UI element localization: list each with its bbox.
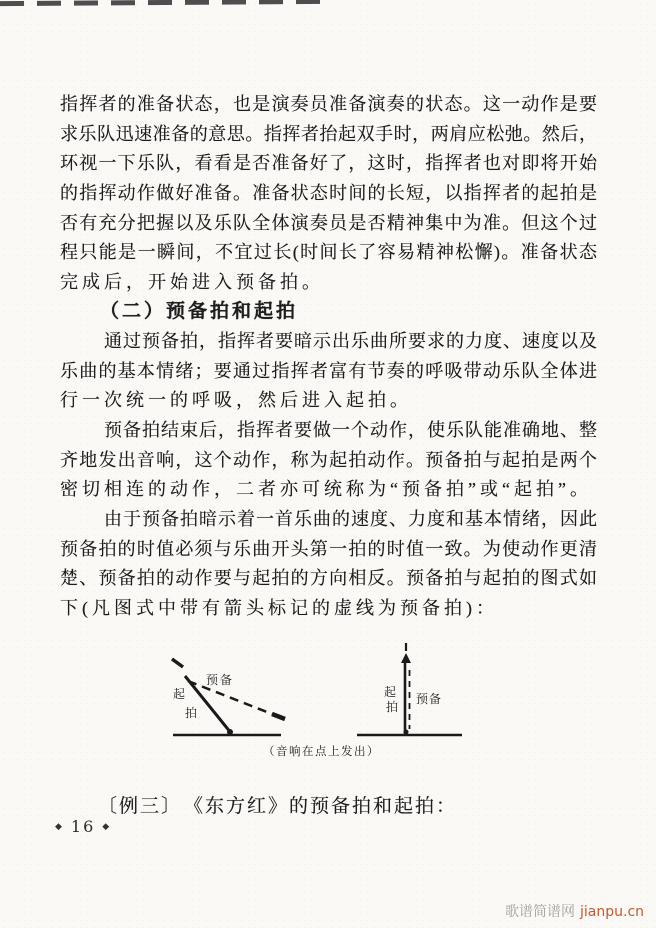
- up-arrow: [401, 653, 411, 663]
- prep-label: 预备: [416, 692, 443, 706]
- text-line: 预备拍的时值必须与乐曲开头第一拍的时值一致。为使动作更清: [60, 538, 597, 559]
- watermark-site-url: jianpu.cn: [580, 904, 645, 920]
- prep-label: 预备: [206, 673, 235, 687]
- diagram-caption: （音响在点上发出）: [263, 746, 380, 758]
- beat-label-char: 拍: [386, 700, 399, 714]
- watermark-site-name: 歌谱简谱网: [505, 904, 575, 920]
- text-line: 下(凡图式中带有箭头标记的虚线为预备拍)：: [60, 597, 498, 618]
- text-line: 由于预备拍暗示着一首乐曲的速度、力度和基本情绪，因此: [104, 508, 597, 529]
- prep-arrow-tip: [272, 714, 285, 719]
- beat-pattern-diagram: [130, 632, 530, 777]
- text-line: 的指挥动作做好准备。准备状态时间的长短，以指挥者的起拍是: [60, 182, 597, 203]
- page-number-marker-right: ◆: [102, 821, 112, 831]
- text-line: 求乐队迅速准备的意思。指挥者抬起双手时，两肩应松弛。然后，: [60, 123, 597, 144]
- text-line: 否有充分把握以及乐队全体演奏员是否精神集中为准。但这个过: [60, 212, 597, 233]
- text-line: 楚、预备拍的动作要与起拍的方向相反。预备拍与起拍的图式如: [60, 568, 597, 589]
- page-top-edge-marks: [0, 0, 326, 6]
- stroke-start-dash: [172, 659, 183, 667]
- text-line: 通过预备拍，指挥者要暗示出乐曲所要求的力度、速度以及: [104, 331, 597, 352]
- page-number: [55, 817, 111, 836]
- text-line: 齐地发出音响，这个动作，称为起拍动作。预备拍与起拍是两个: [60, 449, 597, 470]
- watermark: [505, 901, 644, 921]
- page-number-marker-left: ◆: [55, 821, 64, 831]
- page-number-value: 16: [70, 817, 96, 836]
- right-beat-figure: [357, 643, 462, 735]
- beat-label-char: 起: [384, 685, 397, 699]
- text-line: 程只能是一瞬间，不宜过长(时间长了容易精神松懈)。准备状态: [60, 242, 597, 263]
- text-line: 行一次统一的呼吸，然后进入起拍。: [60, 390, 412, 411]
- body-text: [60, 90, 597, 624]
- text-line: 密切相连的动作，二者亦可统称为“预备拍”或“起拍”。: [60, 479, 592, 500]
- text-line: 完成后，开始进入预备拍。: [60, 271, 324, 292]
- text-line: 环视一下乐队，看看是否准备好了，这时，指挥者也对即将开始: [60, 153, 597, 174]
- text-line: 乐曲的基本情绪；要通过指挥者富有节奏的呼吸带动乐队全体进: [60, 360, 597, 381]
- beat-label-char: 起: [173, 687, 186, 701]
- text-line: 指挥者的准备状态，也是演奏员准备演奏的状态。这一动作是要: [60, 94, 597, 114]
- beat-label-char: 拍: [185, 706, 198, 720]
- text-line: 预备拍结束后，指挥者要做一个动作，使乐队能准确地、整: [104, 420, 597, 441]
- example-caption: 〔例三〕 《东方红》的预备拍和起拍：: [98, 796, 458, 817]
- section-heading: （二）预备拍和起拍: [100, 301, 299, 323]
- left-beat-figure: [172, 659, 285, 735]
